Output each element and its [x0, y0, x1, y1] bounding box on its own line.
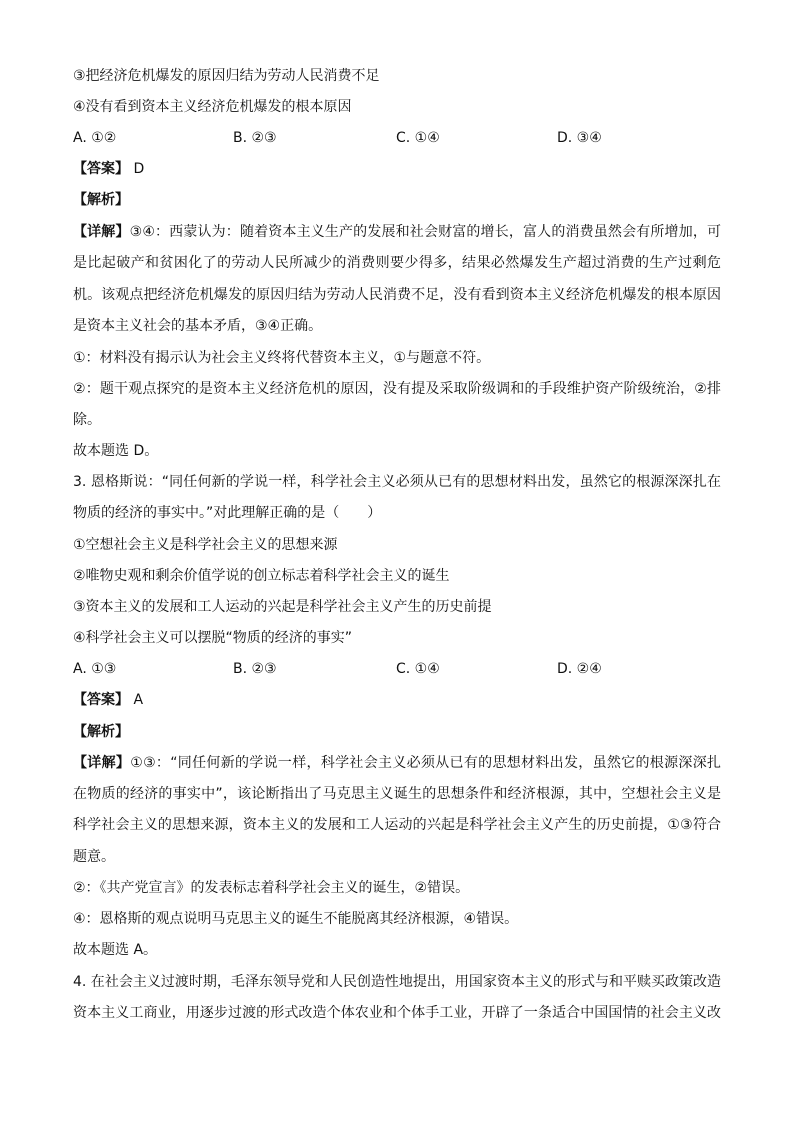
q4-stem-line-1: 4. 在社会主义过渡时期，毛泽东领导党和人民创造性地提出，用国家资本主义的形式与和平赎买政策改造 — [73, 974, 721, 990]
q2-note-1: ①：材料没有揭示认为社会主义终将代替资本主义，①与题意不符。 — [73, 350, 491, 366]
q3-option-c: C. ①④ — [396, 661, 440, 677]
answer-tag: 【答案】 — [73, 161, 129, 177]
detail-text: ①③：“同任何新的学说一样，科学社会主义必须从已有的思想材料出发，虽然它的根源深深扎 — [130, 755, 721, 771]
q3-statement-2: ②唯物史观和剩余价值学说的创立标志着科学社会主义的诞生 — [73, 568, 450, 584]
detail-tag: 【详解】 — [73, 755, 131, 771]
detail-tag: 【详解】 — [73, 224, 130, 240]
q2-conclusion: 故本题选 D。 — [73, 443, 159, 459]
q3-answer — [73, 690, 143, 710]
q2-detail-line-4: 是资本主义社会的基本矛盾，③④正确。 — [73, 318, 323, 334]
q3-analysis-tag: 【解析】 — [73, 724, 129, 740]
q3-statement-4: ④科学社会主义可以摆脱“物质的经济的事实” — [73, 630, 353, 646]
detail-text: ③④：西蒙认为：随着资本主义生产的发展和社会财富的增长，富人的消费虽然会有所增加，可 — [129, 224, 722, 240]
q2-analysis-tag: 【解析】 — [73, 192, 129, 208]
q3-stem-line-1: 3. 恩格斯说：“同任何新的学说一样，科学社会主义必须从已有的思想材料出发，虽然它的根源深深扎在 — [73, 474, 721, 490]
q3-detail-line-2: 在物质的经济的事实中”，该论断指出了马克思主义诞生的思想条件和经济根源，其中，空想社会主义是 — [73, 786, 721, 802]
q3-note-2: ④：恩格斯的观点说明马克思主义的诞生不能脱离其经济根源，④错误。 — [73, 911, 519, 927]
q2-statement-4: ④没有看到资本主义经济危机爆发的根本原因 — [73, 99, 352, 115]
q2-detail-line-1 — [73, 222, 721, 242]
q2-detail-line-3: 机。该观点把经济危机爆发的原因归结为劳动人民消费不足，没有看到资本主义经济危机爆发的根本原因 — [73, 287, 721, 303]
q4-stem-line-2: 资本主义工商业，用逐步过渡的形式改造个体农业和个体手工业，开辟了一条适合中国国情的社会主义改 — [73, 1005, 721, 1021]
q2-note-2-line-2: 除。 — [73, 412, 101, 428]
q3-statement-1: ①空想社会主义是科学社会主义的思想来源 — [73, 537, 338, 553]
q3-option-d: D. ②④ — [557, 661, 602, 677]
q3-detail-line-4: 题意。 — [73, 849, 115, 865]
q2-option-c: C. ①④ — [396, 130, 440, 146]
q2-statement-3: ③把经济危机爆发的原因归结为劳动人民消费不足 — [73, 68, 380, 84]
q2-option-d: D. ③④ — [557, 130, 602, 146]
q3-conclusion: 故本题选 A。 — [73, 942, 158, 958]
q2-option-a: A. ①② — [73, 130, 117, 146]
q2-detail-line-2: 是比起破产和贫困化了的劳动人民所减少的消费则要少得多，结果必然爆发生产超过消费的生产过剩危 — [73, 255, 721, 271]
q2-answer — [73, 159, 144, 179]
q3-option-b: B. ②③ — [233, 661, 277, 677]
q2-note-2-line-1: ②：题干观点探究的是资本主义经济危机的原因，没有提及采取阶级调和的手段维护资产阶级统治，②排 — [73, 381, 721, 397]
q3-detail-line-1 — [73, 753, 721, 773]
q2-option-b: B. ②③ — [233, 130, 277, 146]
q3-statement-3: ③资本主义的发展和工人运动的兴起是科学社会主义产生的历史前提 — [73, 599, 492, 615]
q3-stem-line-2: 物质的经济的事实中。”对此理解正确的是（ ） — [73, 505, 382, 521]
answer-value: A — [133, 692, 144, 708]
answer-tag: 【答案】 — [73, 692, 129, 708]
q3-note-1: ②：《共产党宣言》的发表标志着科学社会主义的诞生，②错误。 — [73, 880, 470, 896]
answer-value: D — [133, 161, 145, 177]
q3-detail-line-3: 科学社会主义的思想来源，资本主义的发展和工人运动的兴起是科学社会主义产生的历史前提，①③符合 — [73, 817, 721, 833]
q3-option-a: A. ①③ — [73, 661, 117, 677]
